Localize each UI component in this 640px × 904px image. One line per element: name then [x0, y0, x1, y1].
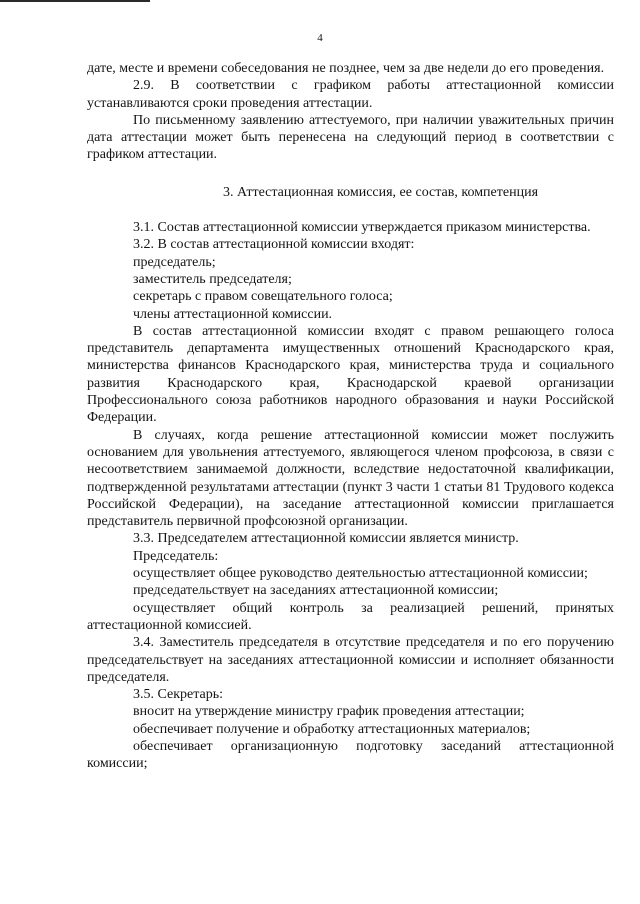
paragraph-3-5: 3.5. Секретарь:	[133, 687, 224, 703]
paragraph-3-3: 3.3. Председателем аттестационной комиссии является министр.	[133, 531, 519, 547]
paragraph-postpone: По письменному заявлению аттестуемого, при наличии уважительных причин дата аттестации может быть перенесена на следующий период в соответствии с графиком аттестации.	[87, 112, 614, 163]
page-number: 4	[317, 32, 323, 44]
chair-label: Председатель:	[133, 548, 219, 564]
scan-edge-line	[0, 0, 150, 2]
section-title: 3. Аттестационная комиссия, ее состав, компетенция	[222, 184, 539, 200]
member-item: секретарь с правом совещательного голоса;	[133, 289, 393, 305]
member-item: заместитель председателя;	[133, 271, 292, 287]
secretary-duty: обеспечивает получение и обработку аттестационных материалов;	[133, 721, 531, 737]
chair-duty: осуществляет общий контроль за реализацией решений, принятых аттестационной комиссией.	[87, 600, 614, 633]
paragraph-3-2: 3.2. В состав аттестационной комиссии входят:	[133, 237, 415, 253]
member-item: председатель;	[133, 254, 216, 270]
secretary-duty: вносит на утверждение министру график проведения аттестации;	[133, 704, 525, 720]
paragraph-2-9: 2.9. В соответствии с графиком работы аттестационной комиссии устанавливаются сроки проведения аттестации.	[87, 78, 614, 111]
paragraph-3-4: 3.4. Заместитель председателя в отсутствие председателя и по его поручению председательствует на заседаниях аттестационной комиссии и исполняет обязанности председателя.	[87, 635, 614, 685]
paragraph-union: В случаях, когда решение аттестационной комиссии может послужить основанием для увольнения аттестуемого, являющегося членом профсоюза, в связи с несоответствием занимаемой должности, вследствие недостаточной квалификации, подтвержденной результатами аттестации (пункт 3 части 1 статьи 81 Трудового кодекса Российской Федерации), на заседание аттестационной комиссии приглашается представитель первичной профсоюзной организации.	[87, 427, 614, 530]
chair-duty: председательствует на заседаниях аттестационной комиссии;	[133, 583, 499, 599]
document-body	[87, 60, 614, 773]
chair-duty: осуществляет общее руководство деятельностью аттестационной комиссии;	[133, 566, 588, 582]
member-item: члены аттестационной комиссии.	[133, 306, 333, 322]
paragraph-continued: дате, месте и времени собеседования не позднее, чем за две недели до его проведения.	[87, 61, 605, 76]
secretary-duty: обеспечивает организационную подготовку заседаний аттестационной комиссии;	[87, 738, 614, 772]
paragraph-3-1: 3.1. Состав аттестационной комиссии утверждается приказом министерства.	[133, 220, 591, 236]
paragraph-voting-members: В состав аттестационной комиссии входят с правом решающего голоса представитель департамента имущественных отношений Краснодарского края, министерства финансов Краснодарского края, министерства труда и социального развития Краснодарского края, Краснодарской краевой организации Профессионального союза работников народного образования и науки Российской Федерации.	[87, 323, 614, 426]
